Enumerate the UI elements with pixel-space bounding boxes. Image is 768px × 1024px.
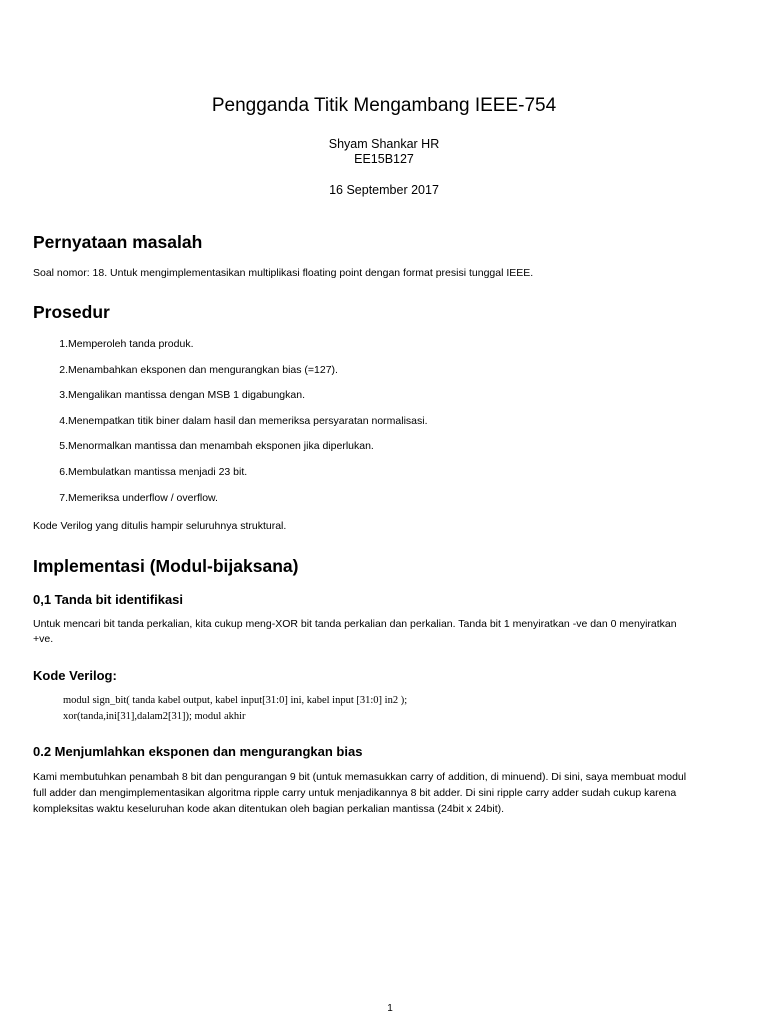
problem-text: Soal nomor: 18. Untuk mengimplementasikan multiplikasi floating point dengan format presisi tunggal IEEE.: [33, 267, 534, 279]
author-name: Shyam Shankar HR: [328, 137, 440, 151]
heading-verilog-code: Kode Verilog:: [33, 668, 117, 683]
exponent-text-line-1: Kami membutuhkan penambah 8 bit dan pengurangan 9 bit (untuk memasukkan carry of addition, di minuend). Di sini, saya membuat modul: [33, 771, 687, 783]
step-number: 2.: [59, 363, 68, 376]
step-text: Mengalikan mantissa dengan MSB 1 digabungkan.: [68, 389, 305, 402]
exponent-text-line-2: full adder dan mengimplementasikan algoritma ripple carry untuk menjadikannya 8 bit adder. Di sini ripple carry adder sudah cukup karena: [33, 787, 677, 799]
list-item: [33, 465, 428, 491]
procedure-steps-list: [33, 337, 428, 516]
list-item: [33, 337, 428, 363]
step-number: 6.: [59, 465, 68, 478]
sign-bit-text-line-1: Untuk mencari bit tanda perkalian, kita cukup meng-XOR bit tanda perkalian dan perkalian. Tanda bit 1 menyiratkan -ve dan 0 menyiratkan: [33, 618, 677, 630]
list-item: [33, 439, 428, 465]
step-text: Memperoleh tanda produk.: [68, 338, 194, 350]
step-number: 1.: [59, 338, 68, 350]
step-number: 7.: [59, 491, 68, 504]
sign-bit-text-line-2: +ve.: [33, 633, 54, 645]
step-number: 4.: [59, 414, 68, 427]
document-date: 16 September 2017: [329, 183, 439, 197]
step-text: Membulatkan mantissa menjadi 23 bit.: [68, 465, 248, 478]
step-number: 5.: [59, 440, 68, 453]
step-number: 3.: [59, 389, 68, 402]
verilog-code-line-2: xor(tanda,ini[31],dalam2[31]); modul akhir: [63, 711, 246, 722]
step-text: Menempatkan titik biner dalam hasil dan memeriksa persyaratan normalisasi.: [68, 414, 428, 427]
step-text: Menambahkan eksponen dan mengurangkan bias (=127).: [68, 363, 338, 376]
list-item: [33, 363, 428, 389]
author-roll-number: EE15B127: [354, 152, 414, 166]
step-text: Memeriksa underflow / overflow.: [68, 491, 218, 504]
heading-problem: Pernyataan masalah: [33, 232, 203, 252]
list-item: [33, 388, 428, 414]
heading-exponent-sum: 0.2 Menjumlahkan eksponen dan mengurangkan bias: [33, 744, 363, 759]
page-number: 1: [387, 1003, 393, 1014]
verilog-code-line-1: modul sign_bit( tanda kabel output, kabel input[31:0] ini, kabel input [31:0] in2 );: [63, 695, 408, 706]
step-text: Menormalkan mantissa dan menambah eksponen jika diperlukan.: [68, 440, 374, 453]
list-item: [33, 491, 428, 517]
heading-procedure: Prosedur: [33, 302, 110, 322]
exponent-text-line-3: kompleksitas waktu keseluruhan kode akan ditentukan oleh bagian perkalian mantissa (24bit x 24bit).: [33, 803, 505, 815]
heading-implementation: Implementasi (Modul-bijaksana): [33, 556, 299, 576]
heading-sign-bit: 0,1 Tanda bit identifikasi: [33, 592, 184, 607]
list-item: [33, 414, 428, 440]
document-title: Pengganda Titik Mengambang IEEE-754: [211, 95, 557, 116]
procedure-note: Kode Verilog yang ditulis hampir seluruhnya struktural.: [33, 520, 287, 532]
